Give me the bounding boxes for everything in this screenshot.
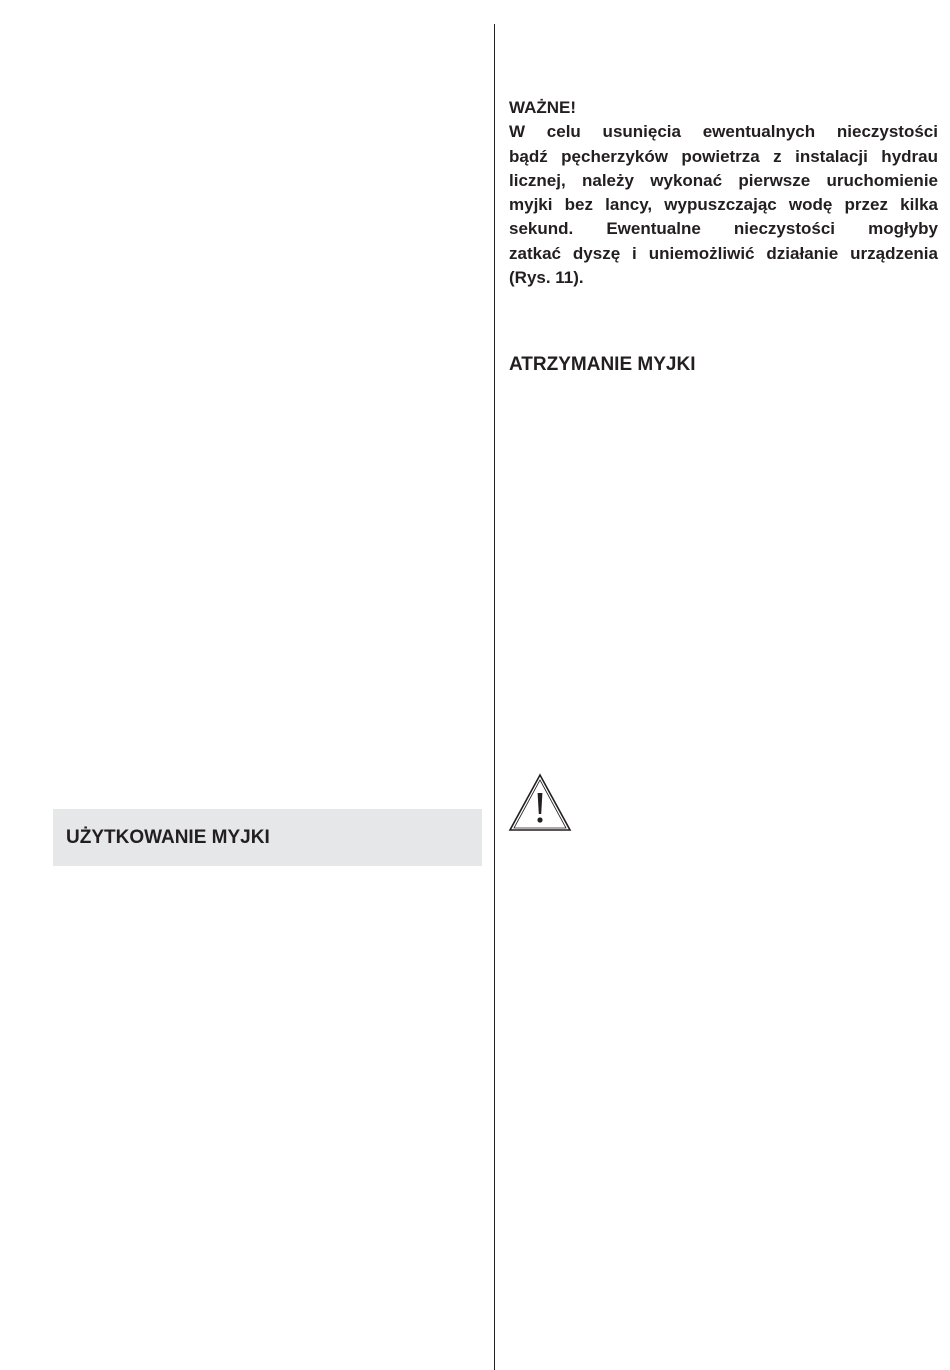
warning-triangle-icon xyxy=(508,772,572,832)
important-line: sekund. Ewentualne nieczystości mogłyby xyxy=(509,219,938,239)
usage-section-heading: UŻYTKOWANIE MYJKI xyxy=(66,827,270,848)
important-line: (Rys. 11). xyxy=(509,268,584,288)
important-notice xyxy=(509,96,938,290)
important-line: licznej, należy wykonać pierwsze uruchomienie xyxy=(509,170,938,190)
column-divider xyxy=(494,24,495,1370)
usage-section-header xyxy=(53,809,482,866)
important-line: zatkać dyszę i uniemożliwić działanie urządzenia xyxy=(509,243,938,263)
important-body xyxy=(509,120,938,290)
important-title: WAŻNE! xyxy=(509,98,577,117)
important-line: bądź pęcherzyków powietrza z instalacji hydrau xyxy=(509,146,938,166)
important-line: myjki bez lancy, wypuszczając wodę przez kilka xyxy=(509,195,938,215)
important-line: W celu usunięcia ewentualnych nieczystości xyxy=(509,122,938,142)
stop-section-heading: ATRZYMANIE MYJKI xyxy=(509,354,696,375)
